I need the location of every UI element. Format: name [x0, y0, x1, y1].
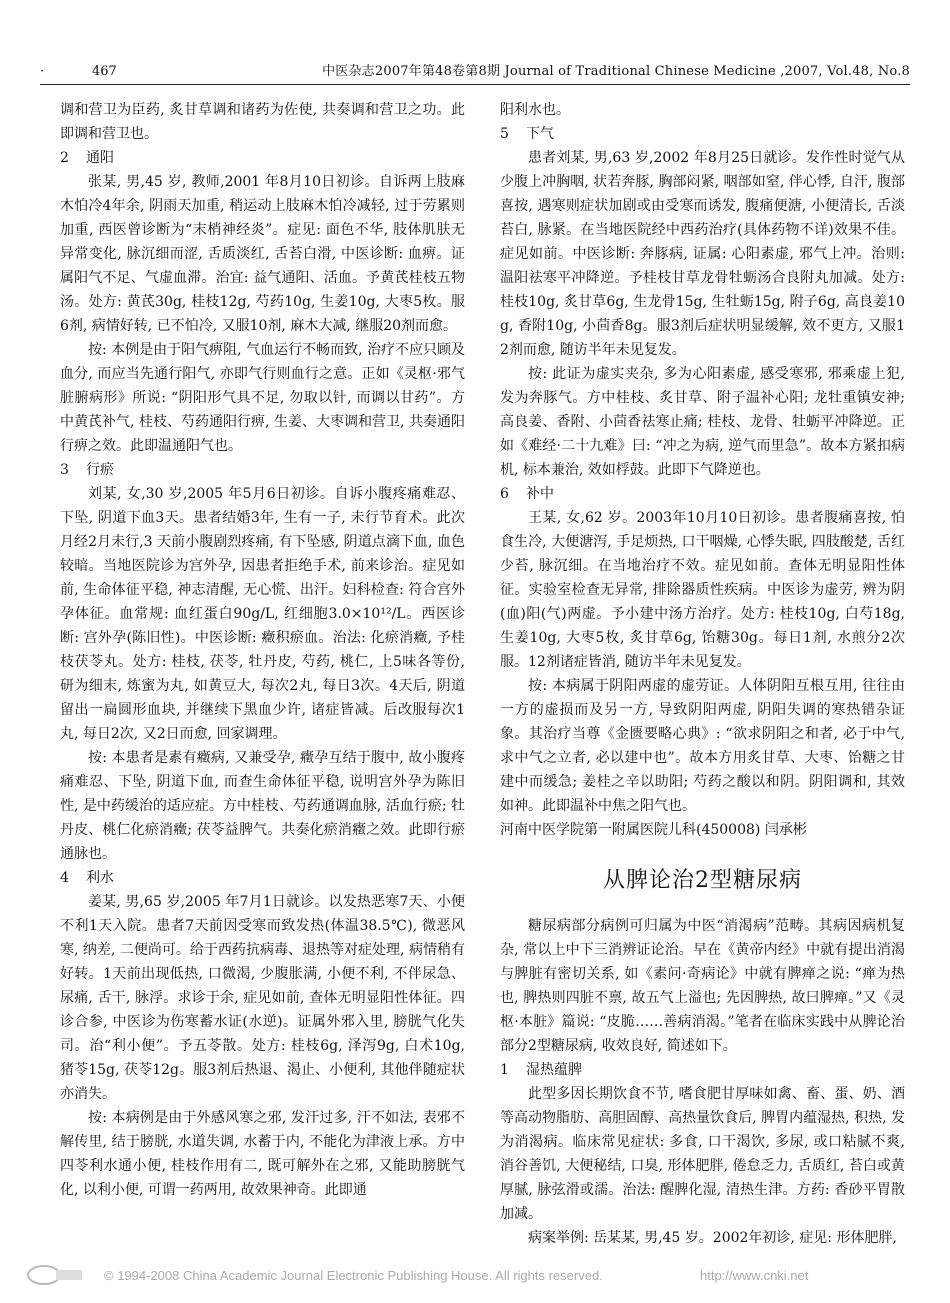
article-title: 从脾论治2型糖尿病 [603, 868, 802, 893]
section-title: 利水 [86, 870, 114, 886]
left-column [60, 98, 465, 1202]
paragraph: 按: 此证为虚实夹杂, 多为心阳素虚, 感受寒邪, 邪乘虚上犯, 发为奔豚气。方中桂枝、炙甘草、附子温补心阳; 龙牡重镇安神; 高良姜、香附、小茴香祛寒止痛; 桂枝、龙骨、牡蛎平冲降逆。正如《难经·二十九难》曰: “冲之为病, 逆气而里急”。故本方紧扣病机, 标本兼治, 效如桴鼓。此即下气降逆也。 [500, 366, 905, 478]
cnki-url[interactable]: http://www.cnki.net [700, 1268, 809, 1283]
paragraph: 调和营卫为臣药, 炙甘草调和诸药为佐使, 共奏调和营卫之功。此即调和营卫也。 [60, 102, 465, 142]
right-column [500, 98, 905, 1250]
section-title: 通阳 [86, 150, 114, 166]
section-heading [500, 482, 905, 506]
section-title: 补中 [526, 486, 554, 502]
section-heading [60, 146, 465, 170]
section-title: 湿热蕴脾 [526, 1062, 582, 1078]
section-heading [60, 458, 465, 482]
paragraph: 按: 本例是由于阳气痹阻, 气血运行不畅而致, 治疗不应只顾及血分, 而应当先通行阳气, 亦即气行则血行之意。正如《灵枢·邪气脏腑病形》所说: “阴阳形气具不足, 勿取以针, 而调以甘药”。方中黄芪补气, 桂枝、芍药通阳行痹, 生姜、大枣调和营卫, 共奏通阳行痹之效。此即温通阳气也。 [60, 342, 465, 454]
paragraph: 患者刘某, 男,63 岁,2002 年8月25日就诊。发作性时觉气从少腹上冲胸咽, 状若奔豚, 胸部闷紧, 咽部如窒, 伴心悸, 自汗, 腹部喜按, 遇寒则症状加剧或由受寒而诱发, 腹痛便溏, 小便清长, 舌淡苔白, 脉紧。在当地医院经中西药治疗(具体药物不详)效果不佳。症见如前。中医诊断: 奔豚病, 证属: 心阳素虚, 邪气上冲。治则: 温阳祛寒平冲降逆。予桂枝甘草龙骨牡蛎汤合良附丸加减。处方: 桂枝10g, 炙甘草6g, 生龙骨15g, 生牡蛎15g, 附子6g, 高良姜10g, 香附10g, 小茴香8g。服3剂后症状明显缓解, 效不更方, 又服12剂而愈, 随访半年未见复发。 [500, 150, 905, 358]
running-header [40, 62, 910, 85]
journal-citation: 中医杂志2007年第48卷第8期 Journal of Traditional Chinese Medicine ,2007, Vol.48, No.8 [322, 64, 910, 79]
section-number: 3 [60, 462, 69, 478]
paragraph: 病案举例: 岳某某, 男,45 岁。2002年初诊, 症见: 形体肥胖, [528, 1230, 897, 1246]
copyright-text: © 1994-2008 China Academic Journal Electronic Publishing House. All rights reserved. [104, 1268, 603, 1283]
author-affiliation: 河南中医学院第一附属医院儿科(450008) 闫承彬 [500, 822, 807, 838]
right-column-top [500, 98, 905, 818]
paragraph: 此型多因长期饮食不节, 嗜食肥甘厚味如禽、畜、蛋、奶、酒等高动物脂肪、高胆固醇、高热量饮食后, 脾胃内蕴湿热, 积热, 发为消渴病。临床常见症状: 多食, 口干渴饮, 多尿, 或口粘腻不爽, 消谷善饥, 大便秘结, 口臭, 形体肥胖, 倦怠乏力, 舌质红, 苔白或黄厚腻, 脉弦滑或濡。治法: 醒脾化湿, 清热生津。方药: 香砂平胃散加减。 [500, 1086, 905, 1222]
section-number: 6 [500, 486, 509, 502]
right-column-bottom [500, 914, 905, 1250]
paragraph: 按: 本患者是素有癥病, 又兼受孕, 癥孕互结于腹中, 故小腹疼痛难忍、下坠, 阴道下血, 而查生命体征平稳, 说明宫外孕为陈旧性, 是中药缓治的适应症。方中桂枝、芍药通调血脉, 活血行瘀; 牡丹皮、桃仁化瘀消癥; 茯苓益脾气。共奏化瘀消癥之效。此即行瘀通脉也。 [60, 750, 465, 862]
page-number: 467 [92, 64, 117, 79]
section-number: 1 [500, 1062, 509, 1078]
paragraph: 阳利水也。 [500, 102, 570, 118]
paragraph: 按: 本病属于阴阳两虚的虚劳证。人体阴阳互根互用, 往往由一方的虚损而及另一方, 导致阴阳两虚, 阴阳失调的寒热错杂证象。其治疗当尊《金匮要略心典》: “欲求阴阳之和者, 必于中气, 求中气之立者, 必以建中也”。故本方用炙甘草、大枣、饴糖之甘建中而缓急; 姜桂之辛以助阳; 芍药之酸以和阴。阴阳调和, 其效如神。此即温补中焦之阳气也。 [500, 678, 905, 814]
paragraph: 刘某, 女,30 岁,2005 年5月6日初诊。自诉小腹疼痛难忍、下坠, 阴道下血3天。患者结婚3年, 生有一子, 未行节育术。此次月经2月未行,3 天前小腹剧烈疼痛, 有下坠感, 阴道点滴下血, 血色较暗。当地医院诊为宫外孕, 因患者拒绝手术, 前来诊治。症见如前, 生命体征平稳, 神志清醒, 无心慌、出汗。妇科检查: 符合宫外孕体征。血常规: 血红蛋白90g/L, 红细胞3.0×10¹²/L。西医诊断: 宫外孕(陈旧性)。中医诊断: 癥积瘀血。治法: 化瘀消癥, 予桂枝茯苓丸。处方: 桂枝, 茯苓, 牡丹皮, 芍药, 桃仁, 上5味各等份, 研为细末, 炼蜜为丸, 如黄豆大, 每次2丸, 每日3次。4天后, 阴道留出一扁圆形血块, 并继续下黑血少许, 诸症皆减。后改服每次1丸, 每日2次, 又2日而愈, 回家调理。 [60, 486, 465, 742]
section-title: 下气 [526, 126, 554, 142]
section-number: 5 [500, 126, 509, 142]
paragraph: 王某, 女,62 岁。2003年10月10日初诊。患者腹痛喜按, 怕食生冷, 大便溏泻, 手足烦热, 口干咽燥, 心悸失眠, 四肢酸楚, 舌红少苔, 脉沉细。在当地治疗不效。症见如前。查体无明显阳性体征。实验室检查无异常, 排除器质性疾病。中医诊为虚劳, 辨为阴(血)阳(气)两虚。予小建中汤方治疗。处方: 桂枝10g, 白芍18g, 生姜10g, 大枣5枚, 炙甘草6g, 饴糖30g。每日1剂, 水煎分2次服。12剂诸症皆消, 随访半年未见复发。 [500, 510, 905, 670]
section-number: 2 [60, 150, 69, 166]
paragraph: 张某, 男,45 岁, 教师,2001 年8月10日初诊。自诉两上肢麻木怕冷4年余, 阴雨天加重, 稍运动上肢麻木怕冷减轻, 过于劳累则加重, 西医曾诊断为“末梢神经炎”。症见: 面色不华, 肢体肌肤无异常变化, 脉沉细而涩, 舌质淡红, 舌苔白滑, 中医诊断: 血痹。证属阳气不足、气虚血滞。治宜: 益气通阳、活血。予黄芪桂枝五物汤。处方: 黄芪30g, 桂枝12g, 芍药10g, 生姜10g, 大枣5枚。服6剂, 病情好转, 已不怕冷, 又服10剂, 麻木大减, 继服20剂而愈。 [60, 174, 465, 334]
section-heading [500, 122, 905, 146]
footer [0, 1262, 950, 1292]
section-number: 4 [60, 870, 69, 886]
header-dot: · [40, 64, 45, 79]
section-heading [500, 1058, 905, 1082]
section-title: 行瘀 [86, 462, 114, 478]
cnki-logo-icon [26, 1264, 86, 1286]
paragraph: 按: 本病例是由于外感风寒之邪, 发汗过多, 汗不如法, 表邪不解传里, 结于膀胱, 水道失调, 水蓄于内, 不能化为津液上承。方中四苓利水通小便, 桂枝作用有二, 既可解外在之邪, 又能助膀胱气化, 以利小便, 可谓一药两用, 故效果神奇。此即通 [60, 1110, 465, 1198]
paragraph: 糖尿病部分病例可归属为中医“消渴病”范畴。其病因病机复杂, 常以上中下三消辨证论治。早在《黄帝内经》中就有提出消渴与脾脏有密切关系, 如《素问·奇病论》中就有脾瘅之说: “瘅为热也, 脾热则四脏不禀, 故五气上溢也; 先因脾热, 故曰脾瘅。”又《灵枢·本脏》篇说: “皮脆……善病消渴。”笔者在临床实践中从脾论治部分2型糖尿病, 收效良好, 简述如下。 [500, 918, 905, 1054]
paragraph: 姜某, 男,65 岁,2005 年7月1日就诊。以发热恶寒7天、小便不利1天入院。患者7天前因受寒而致发热(体温38.5℃), 微恶风寒, 纳差, 二便尚可。给于西药抗病毒、退热等对症处理, 病情稍有好转。1天前出现低热, 口微渴, 少腹胀满, 小便不利, 不伴尿急、尿痛, 舌干, 脉浮。求诊于余, 症见如前, 查体无明显阳性体征。四诊合参, 中医诊为伤寒蓄水证(水逆)。证属外邪入里, 膀胱气化失司。治“利小便”。予五苓散。处方: 桂枝6g, 泽泻9g, 白术10g, 猪苓15g, 茯苓12g。服3剂后热退、渴止、小便利, 其他伴随症状亦消失。 [60, 894, 465, 1102]
section-heading [60, 866, 465, 890]
